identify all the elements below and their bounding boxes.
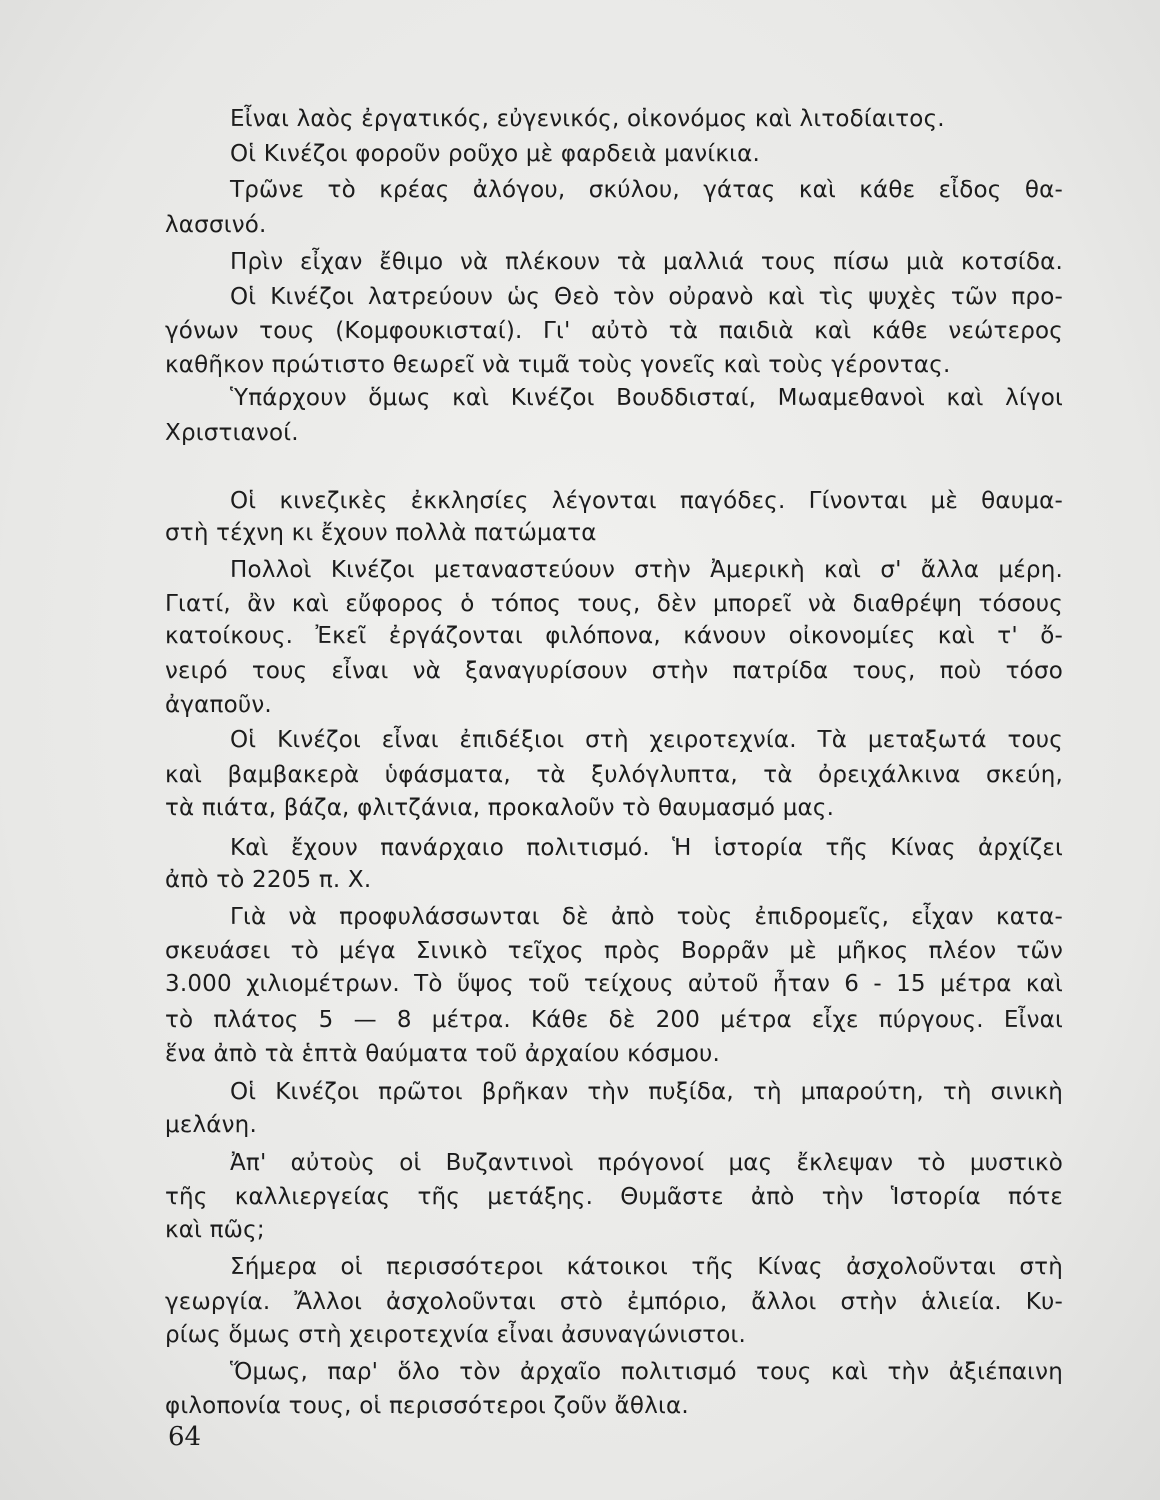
text-line: Οἱ Κινέζοι πρῶτοι βρῆκαν τὴν πυξίδα, τὴ μπαρούτη, τὴ σινικὴ — [230, 1079, 1063, 1105]
text-line: καθῆκον πρώτιστο θεωρεῖ νὰ τιμᾶ τοὺς γονεῖς καὶ τοὺς γέροντας. — [165, 352, 951, 378]
text-line: καὶ βαμβακερὰ ὑφάσματα, τὰ ξυλόγλυπτα, τὰ ὀρειχάλκινα σκεύη, — [165, 762, 1063, 788]
text-line: καὶ πῶς; — [165, 1217, 265, 1243]
text-line: 3.000 χιλιομέτρων. Τὸ ὕψος τοῦ τείχους αὐτοῦ ἦταν 6 - 15 μέτρα καὶ — [165, 971, 1063, 997]
text-line: Εἶναι λαὸς ἐργατικός, εὐγενικός, οἰκονόμος καὶ λιτοδίαιτος. — [230, 106, 945, 132]
page-number: 64 — [168, 1422, 202, 1452]
text-line: τὸ πλάτος 5 — 8 μέτρα. Κάθε δὲ 200 μέτρα εἶχε πύργους. Εἶναι — [165, 1007, 1063, 1033]
text-line: Ὑπάρχουν ὅμως καὶ Κινέζοι Βουδδισταί, Μωαμεθανοὶ καὶ λίγοι — [230, 385, 1063, 411]
text-line: μελάνη. — [165, 1112, 257, 1138]
text-line: κατοίκους. Ἐκεῖ ἐργάζονται φιλόπονα, κάνουν οἰκονομίες καὶ τ' ὄ- — [165, 623, 1063, 649]
text-line: φιλοπονία τους, οἱ περισσότεροι ζοῦν ἄθλια. — [165, 1393, 689, 1419]
text-line: λασσινό. — [165, 212, 267, 238]
text-line: γεωργία. Ἄλλοι ἀσχολοῦνται στὸ ἐμπόριο, ἄλλοι στὴν ἁλιεία. Κυ- — [165, 1289, 1063, 1315]
text-line: τὰ πιάτα, βάζα, φλιτζάνια, προκαλοῦν τὸ θαυμασμό μας. — [165, 795, 835, 821]
text-line: Οἱ Κινέζοι εἶναι ἐπιδέξιοι στὴ χειροτεχνία. Τὰ μεταξωτά τους — [230, 727, 1063, 753]
text-line: στὴ τέχνη κι ἔχουν πολλὰ πατώματα — [165, 520, 597, 546]
text-line: Καὶ ἔχουν πανάρχαιο πολιτισμό. Ἡ ἱστορία τῆς Κίνας ἀρχίζει — [230, 835, 1063, 861]
text-line: Οἱ Κινέζοι φοροῦν ροῦχο μὲ φαρδειὰ μανίκια. — [230, 141, 760, 167]
text-line: Γιατί, ἂν καὶ εὔφορος ὁ τόπος τους, δὲν μπορεῖ νὰ διαθρέψη τόσους — [165, 591, 1063, 617]
text-line: τῆς καλλιεργείας τῆς μετάξης. Θυμᾶστε ἀπὸ τὴν Ἱστορία πότε — [165, 1184, 1063, 1210]
text-line: ἀγαποῦν. — [165, 692, 272, 718]
text-line: Σήμερα οἱ περισσότεροι κάτοικοι τῆς Κίνας ἀσχολοῦνται στὴ — [230, 1254, 1063, 1280]
text-line: Οἱ Κινέζοι λατρεύουν ὡς Θεὸ τὸν οὐρανὸ καὶ τὶς ψυχὲς τῶν προ- — [230, 284, 1063, 310]
text-line: Χριστιανοί. — [165, 420, 299, 446]
text-line: Πολλοὶ Κινέζοι μεταναστεύουν στὴν Ἀμερικὴ καὶ σ' ἄλλα μέρη. — [230, 557, 1063, 583]
text-line: ἕνα ἀπὸ τὰ ἑπτὰ θαύματα τοῦ ἀρχαίου κόσμου. — [165, 1041, 721, 1067]
text-line: Οἱ κινεζικὲς ἐκκλησίες λέγονται παγόδες. Γίνονται μὲ θαυμα- — [230, 488, 1063, 514]
text-line: Πρὶν εἶχαν ἔθιμο νὰ πλέκουν τὰ μαλλιά τους πίσω μιὰ κοτσίδα. — [230, 249, 1063, 275]
text-line: σκευάσει τὸ μέγα Σινικὸ τεῖχος πρὸς Βορρᾶν μὲ μῆκος πλέον τῶν — [165, 938, 1063, 964]
text-line: Γιὰ νὰ προφυλάσσωνται δὲ ἀπὸ τοὺς ἐπιδρομεῖς, εἶχαν κατα- — [230, 904, 1063, 930]
text-line: νειρό τους εἶναι νὰ ξαναγυρίσουν στὴν πατρίδα τους, ποὺ τόσο — [165, 658, 1063, 684]
text-line: ρίως ὅμως στὴ χειροτεχνία εἶναι ἀσυναγώνιστοι. — [165, 1322, 747, 1348]
text-line: Τρῶνε τὸ κρέας ἀλόγου, σκύλου, γάτας καὶ κάθε εἶδος θα- — [230, 177, 1063, 203]
text-line: ἀπὸ τὸ 2205 π. Χ. — [165, 867, 372, 893]
text-line: Ὅμως, παρ' ὅλο τὸν ἀρχαῖο πολιτισμό τους καὶ τὴν ἀξιέπαινη — [230, 1359, 1063, 1385]
text-line: Ἀπ' αὐτοὺς οἱ Βυζαντινοὶ πρόγονοί μας ἔκλεψαν τὸ μυστικὸ — [230, 1150, 1063, 1176]
text-line: γόνων τους (Κομφουκισταί). Γι' αὐτὸ τὰ παιδιὰ καὶ κάθε νεώτερος — [165, 318, 1063, 344]
